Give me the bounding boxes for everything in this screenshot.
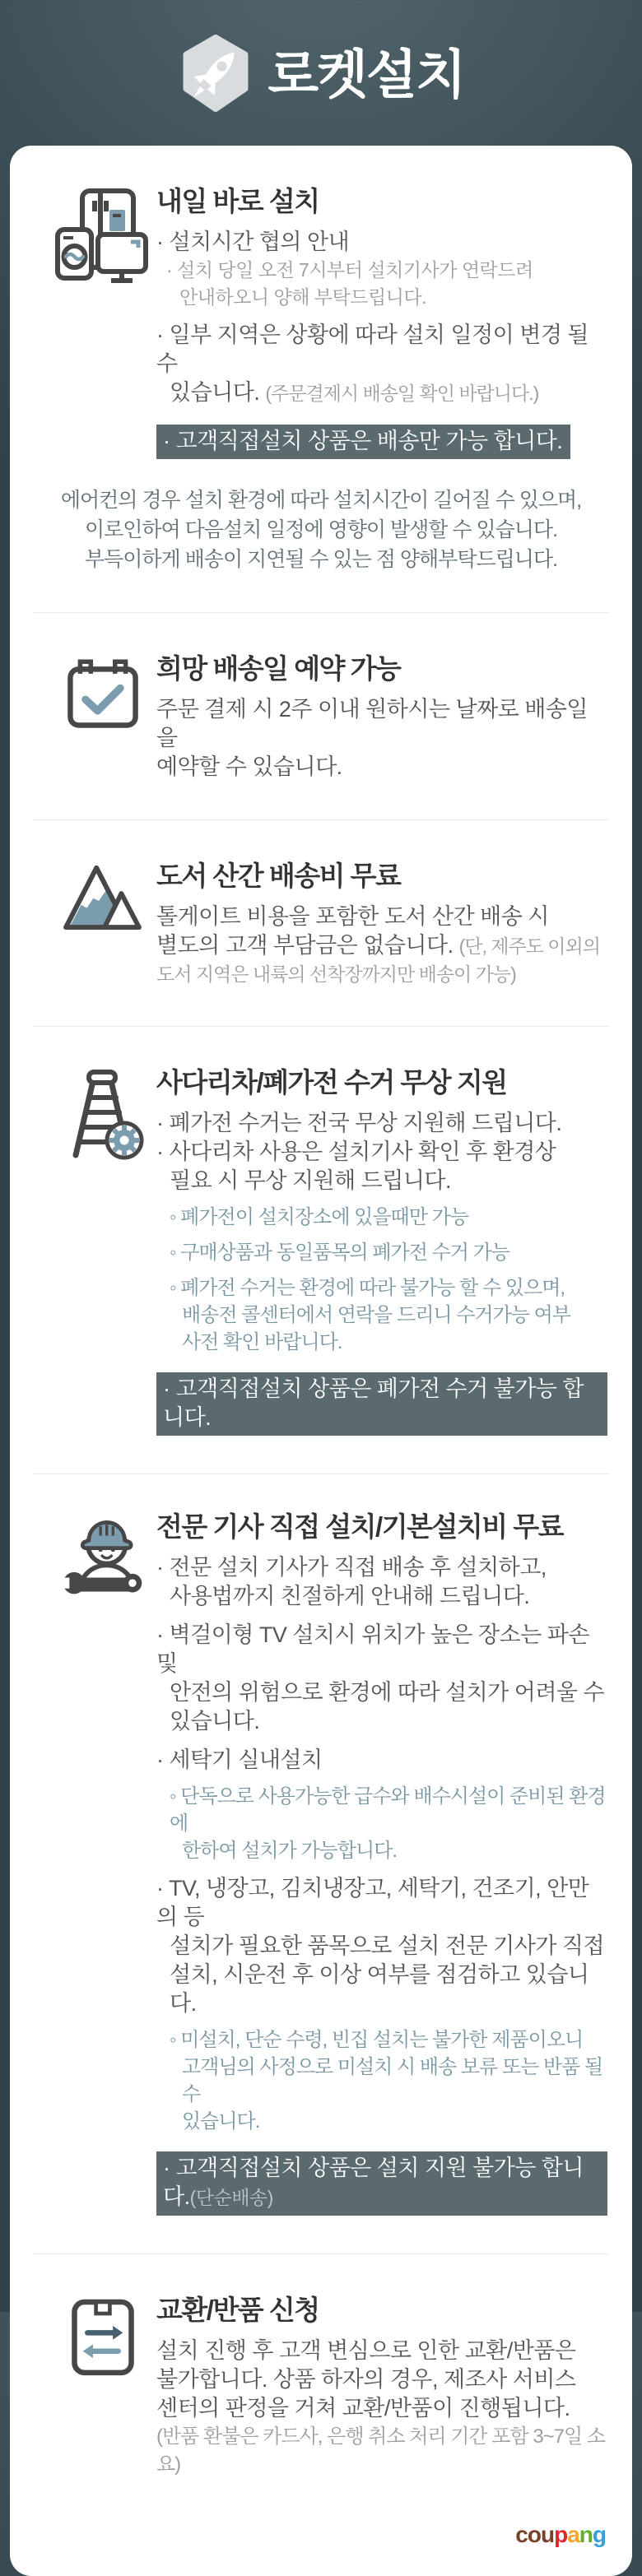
teal-subnote: ◦ 폐가전이 설치장소에 있을때만 가능 — [170, 1206, 468, 1228]
brand-title: 로켓설치 — [268, 44, 465, 104]
bullet-line: · 일부 지역은 상황에 따라 설치 일정이 변경 될 수 — [156, 323, 588, 376]
section-title: 교환/반품 신청 — [156, 2295, 319, 2325]
section-reserve-date — [10, 613, 632, 819]
bullet-line: · 폐가전 수거는 전국 무상 지원해 드립니다. — [156, 1111, 562, 1135]
teal-subnote: ◦ 폐가전 수거는 환경에 따라 불가능 할 수 있으며, — [170, 1277, 565, 1299]
paren-note: (주문결제시 배송일 확인 바랍니다.) — [265, 383, 539, 404]
section-title: 내일 바로 설치 — [156, 186, 319, 216]
teal-subnote: ◦ 미설치, 단순 수령, 빈집 설치는 불가한 제품이오니 — [170, 2029, 584, 2051]
bullet-line: · TV, 냉장고, 김치냉장고, 세탁기, 건조기, 안만의 등 — [156, 1876, 589, 1929]
teal-subnote: 있습니다. — [182, 2110, 260, 2133]
body-line: 톨게이트 비용을 포함한 도서 산간 배송 시 — [156, 904, 549, 929]
section-ladder-pickup — [10, 1027, 632, 1474]
body-line: 불가합니다. 상품 하자의 경우, 제조사 서비스 — [156, 2367, 576, 2392]
paren-note: (단, 제주도 이외의 — [458, 935, 600, 957]
notice-badge: · 고객직접설치 상품은 폐가전 수거 불가능 합니다. — [156, 1372, 607, 1436]
info-card — [10, 146, 632, 2576]
coupang-letter: p — [554, 2522, 568, 2547]
bullet-line: · 사다리차 사용은 설치기사 확인 후 환경상 — [156, 1139, 556, 1164]
coupang-letter: u — [540, 2522, 555, 2547]
section-pro-install — [10, 1474, 632, 2253]
bullet-line: · 전문 설치 기사가 직접 배송 후 설치하고, — [156, 1555, 547, 1580]
coupang-letter: o — [527, 2522, 541, 2547]
section-title: 전문 기사 직접 설치/기본설치비 무료 — [156, 1511, 564, 1542]
section-install-tomorrow — [10, 146, 632, 497]
bullet-line: 안전의 위험으로 환경에 따라 설치가 어려울 수 — [170, 1680, 605, 1705]
section-free-remote-shipping — [10, 820, 632, 1026]
coupang-logo — [515, 2522, 606, 2548]
notice-badge: · 고객직접설치 상품은 설치 지원 불가능 합니다.(단순배송) — [156, 2151, 607, 2216]
technician-icon — [49, 1509, 156, 1601]
rocket-badge-icon — [177, 35, 254, 112]
card-footer — [10, 2517, 632, 2558]
bullet-line: · 벽걸이형 TV 설치시 위치가 높은 장소는 파손 및 — [156, 1622, 589, 1676]
bullet-line: · 설치시간 협의 안내 — [156, 230, 350, 254]
appliances-icon — [49, 183, 156, 284]
mountains-icon — [49, 858, 156, 931]
bullet-line: 있습니다. (주문결제시 배송일 확인 바랍니다.) — [170, 380, 539, 405]
coupang-letter: c — [515, 2522, 528, 2547]
section-exchange-return — [10, 2254, 632, 2517]
teal-subnote: ◦ 구매상품과 동일품목의 폐가전 수거 가능 — [170, 1242, 509, 1264]
teal-subnote: 배송전 콜센터에서 연락을 드리니 수거가능 여부 — [182, 1304, 571, 1326]
section-title: 희망 배송일 예약 가능 — [156, 653, 401, 684]
badge-subtext: (단순배송) — [189, 2187, 273, 2208]
teal-subnote: 고객님의 사정으로 미설치 시 배송 보류 또는 반품 될 수 — [182, 2056, 603, 2105]
bullet-line: 사용법까지 친절하게 안내해 드립니다. — [170, 1584, 530, 1608]
body-line: 주문 결제 시 2주 이내 원하시는 날짜로 배송일을 — [156, 697, 588, 750]
subnote-line: · 설치 당일 오전 7시부터 설치기사가 연락드려 — [166, 259, 533, 281]
teal-subnote: ◦ 단독으로 사용가능한 급수와 배수시설이 준비된 환경에 — [170, 1785, 606, 1835]
body-line: 설치 진행 후 고객 변심으로 인한 교환/반품은 — [156, 2338, 576, 2363]
notice-badge: · 고객직접설치 상품은 배송만 가능 합니다. — [156, 425, 570, 459]
coupang-letter: g — [592, 2522, 606, 2547]
body-line: 별도의 고객 부담금은 없습니다. (단, 제주도 이외의 — [156, 933, 600, 958]
subnote-line: 안내하오니 양해 부탁드립니다. — [179, 286, 427, 308]
bullet-line: · 세탁기 실내설치 — [156, 1748, 323, 1772]
aircon-notice: 에어컨의 경우 설치 환경에 따라 설치시간이 길어질 수 있으며, 이로인하여 다음설치 일정에 영향이 발생할 수 있습니다. 부득이하게 배송이 지연될 수 있는 점 양해부탁드립니다. — [60, 489, 582, 571]
section-title: 사다리차/폐가전 수거 무상 지원 — [156, 1067, 507, 1098]
bullet-line: 설치, 시운전 후 이상 여부를 점검하고 있습니다. — [170, 1962, 589, 2016]
section-title: 도서 산간 배송비 무료 — [156, 861, 401, 891]
bullet-line: 설치가 필요한 품목으로 설치 전문 기사가 직접 — [170, 1933, 605, 1958]
page-header — [0, 0, 642, 146]
teal-subnote: 사전 확인 바랍니다. — [182, 1331, 342, 1353]
body-line: 예약할 수 있습니다. — [156, 754, 342, 779]
bullet-line: 필요 시 무상 지원해 드립니다. — [170, 1168, 451, 1193]
calendar-icon — [49, 651, 156, 730]
coupang-letter: a — [567, 2522, 579, 2547]
paren-note: 도서 지역은 내륙의 선착장까지만 배송이 가능) — [156, 963, 516, 985]
ladder-icon — [49, 1065, 156, 1160]
refund-note: (반품 환불은 카드사, 은행 취소 처리 기간 포함 3~7일 소요) — [156, 2425, 606, 2476]
bullet-line: 있습니다. — [170, 1709, 260, 1734]
exchange-icon — [49, 2292, 156, 2378]
coupang-letter: n — [579, 2522, 593, 2547]
teal-subnote: 한하여 설치가 가능합니다. — [182, 1840, 398, 1862]
body-line: 센터의 판정을 거쳐 교환/반품이 진행됩니다. — [156, 2396, 570, 2421]
